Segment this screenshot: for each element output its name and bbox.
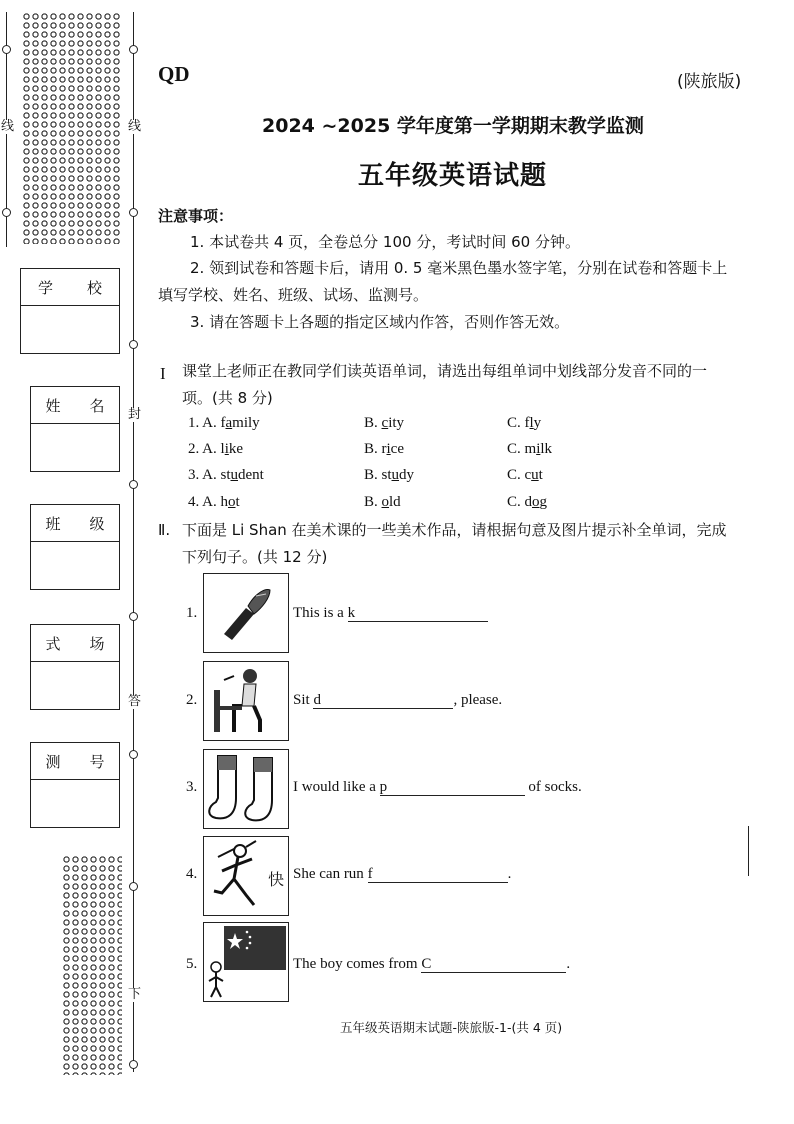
name-field[interactable] bbox=[30, 386, 120, 472]
page-footer: 五年级英语期末试题-陕旅版-1-(共 4 页) bbox=[340, 1020, 563, 1035]
note-item: 填写学校、姓名、班级、试场、监测号。 bbox=[158, 286, 429, 304]
option-c: C. cut bbox=[507, 467, 543, 483]
option-c: C. fly bbox=[507, 415, 542, 431]
fill-sentence: This is a k bbox=[293, 605, 488, 622]
section1-numeral: I bbox=[160, 364, 166, 383]
socks-picture bbox=[203, 749, 289, 829]
field-label: 校 bbox=[86, 278, 102, 297]
item-number: 4. bbox=[186, 866, 198, 882]
exam-code: QD bbox=[158, 62, 190, 86]
dot-pattern-bottom bbox=[62, 855, 122, 1075]
answer-blank[interactable]: k bbox=[348, 605, 488, 622]
field-label: 号 bbox=[89, 752, 105, 771]
sit-down-picture bbox=[203, 661, 289, 741]
notes-heading: 注意事项： bbox=[158, 207, 234, 225]
class-field[interactable] bbox=[30, 504, 120, 590]
exam-room-field[interactable] bbox=[30, 624, 120, 710]
field-label: 学 bbox=[37, 278, 53, 297]
section1-prompt-cont: 项。(共 8 分) bbox=[182, 389, 273, 407]
field-label: 级 bbox=[89, 514, 105, 533]
section2-prompt: 下面是 Li Shan 在美术课的一些美术作品，请根据句意及图片提示补全单词，完成 bbox=[182, 521, 727, 539]
answer-blank[interactable]: p bbox=[380, 779, 525, 796]
hole-marker bbox=[2, 208, 11, 217]
option-a: 4. A. hot bbox=[188, 494, 240, 510]
field-label: 名 bbox=[89, 396, 105, 415]
item-number: 3. bbox=[186, 779, 198, 795]
option-a: 1. A. family bbox=[188, 415, 260, 431]
boy-sitting-icon bbox=[204, 662, 288, 740]
edition-label: (陕旅版) bbox=[677, 72, 742, 92]
field-label: 场 bbox=[89, 634, 105, 653]
note-item: 3. 请在答题卡上各题的指定区域内作答，否则作答无效。 bbox=[190, 313, 570, 331]
fill-sentence: I would like a p of socks. bbox=[293, 779, 582, 795]
scan-edge-mark bbox=[748, 826, 749, 876]
exam-title: 五年级英语试题 bbox=[358, 161, 548, 191]
section1-prompt: 课堂上老师正在教同学们读英语单词，请选出每组单词中划线部分发音不同的一 bbox=[182, 362, 708, 380]
knife-icon bbox=[204, 574, 288, 652]
fill-sentence: She can run f . bbox=[293, 866, 512, 882]
field-label: 测 bbox=[45, 752, 61, 771]
option-a: 2. A. like bbox=[188, 441, 244, 457]
binding-answer-label: 答 bbox=[128, 694, 142, 709]
field-label: 班 bbox=[45, 514, 61, 533]
knife-picture bbox=[203, 573, 289, 653]
binding-seal-label: 封 bbox=[128, 407, 142, 422]
hole-marker bbox=[129, 882, 138, 891]
fill-sentence: Sit d , please. bbox=[293, 692, 503, 708]
option-c: C. milk bbox=[507, 441, 553, 457]
answer-blank[interactable]: f bbox=[368, 866, 508, 883]
hole-marker bbox=[129, 480, 138, 489]
answer-blank[interactable]: C bbox=[421, 956, 566, 973]
school-field[interactable] bbox=[20, 268, 120, 354]
socks-icon bbox=[204, 750, 288, 828]
hole-marker bbox=[2, 45, 11, 54]
option-c: C. dog bbox=[507, 494, 548, 510]
hole-marker bbox=[129, 45, 138, 54]
fill-sentence: The boy comes from C . bbox=[293, 956, 571, 972]
section2-numeral: Ⅱ. bbox=[158, 521, 171, 539]
binding-line-label: 线 bbox=[128, 119, 142, 134]
china-flag-picture bbox=[203, 922, 289, 1002]
section2-prompt-cont: 下列句子。(共 12 分) bbox=[182, 548, 328, 566]
note-item: 1. 本试卷共 4 页，全卷总分 100 分，考试时间 60 分钟。 bbox=[190, 233, 580, 251]
running-girl-picture bbox=[203, 836, 289, 916]
option-b: B. study bbox=[364, 467, 415, 483]
exam-subtitle: 2024 ~2025 学年度第一学期期末教学监测 bbox=[262, 115, 644, 137]
note-item: 2. 领到试卷和答题卡后，请用 0. 5 毫米黑色墨水签字笔，分别在试卷和答题卡上 bbox=[190, 259, 728, 277]
hole-marker bbox=[129, 208, 138, 217]
binding-down-label: 下 bbox=[128, 987, 142, 1002]
hint-char: 快 bbox=[267, 870, 284, 889]
hole-marker bbox=[129, 612, 138, 621]
field-label: 姓 bbox=[45, 396, 61, 415]
dot-pattern-top bbox=[22, 12, 122, 244]
inner-cut-line bbox=[133, 12, 134, 1072]
hole-marker bbox=[129, 750, 138, 759]
option-a: 3. A. student bbox=[188, 467, 264, 483]
flag-icon bbox=[204, 923, 288, 1001]
item-number: 1. bbox=[186, 605, 198, 621]
field-label: 式 bbox=[45, 634, 61, 653]
item-number: 2. bbox=[186, 692, 198, 708]
item-number: 5. bbox=[186, 956, 198, 972]
hole-marker bbox=[129, 1060, 138, 1069]
binding-line-label: 线 bbox=[1, 119, 15, 134]
option-b: B. city bbox=[364, 415, 405, 431]
exam-number-field[interactable] bbox=[30, 742, 120, 828]
answer-blank[interactable]: d bbox=[313, 692, 453, 709]
option-b: B. old bbox=[364, 494, 401, 510]
option-b: B. rice bbox=[364, 441, 404, 457]
hole-marker bbox=[129, 340, 138, 349]
